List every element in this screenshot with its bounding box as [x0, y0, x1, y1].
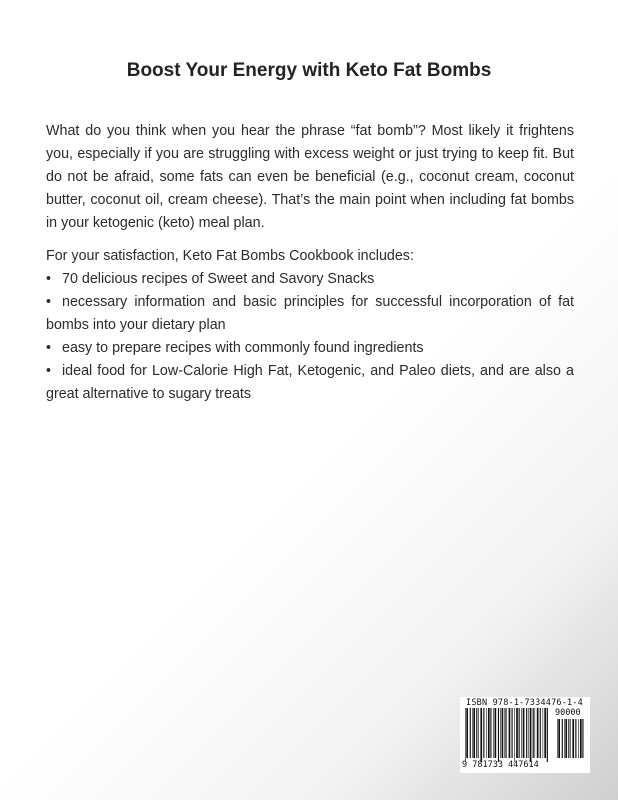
barcode-bar: [502, 708, 504, 758]
list-item: [46, 360, 574, 406]
barcode-bar: [486, 708, 487, 758]
barcode-bar: [535, 708, 536, 758]
barcode-bar: [480, 708, 482, 762]
isbn-barcode: [460, 697, 590, 773]
barcode-bar: [490, 708, 491, 758]
isbn-label: ISBN 978-1-7334476-1-4: [466, 698, 583, 708]
barcode-bar: [519, 708, 520, 758]
barcode-bar: [478, 708, 479, 758]
list-item-text: easy to prepare recipes with commonly found ingredients: [62, 340, 424, 356]
barcode-bar: [533, 708, 534, 758]
barcode-bar: [506, 708, 507, 758]
barcode-bar: [562, 719, 563, 758]
barcode-bar: [476, 708, 477, 758]
barcode-bar: [473, 708, 475, 758]
includes-heading: For your satisfaction, Keto Fat Bombs Cookbook includes:: [46, 248, 414, 264]
bullet-icon: •: [46, 340, 52, 356]
barcode-bar: [547, 708, 548, 762]
barcode-bar: [523, 708, 525, 758]
barcode-bar: [543, 708, 544, 758]
list-item-text: necessary information and basic principles for successful incorporation of fat bombs into your dietary plan: [46, 294, 574, 333]
includes-section: [46, 245, 574, 406]
barcode-bar: [509, 708, 511, 758]
barcode-addon-bars: [556, 719, 586, 762]
list-item: [46, 337, 574, 360]
bullet-icon: •: [46, 294, 52, 310]
bullet-icon: •: [46, 363, 52, 379]
barcode-bar: [504, 708, 505, 758]
ean-digits: 9 781733 447614: [462, 760, 539, 770]
list-item: [46, 268, 574, 291]
barcode-bar: [498, 708, 499, 762]
barcode-bar: [575, 719, 576, 758]
barcode-bar: [544, 708, 546, 758]
barcode-bar: [488, 708, 490, 758]
barcode-bar: [572, 719, 574, 758]
barcode-bar: [493, 708, 494, 758]
barcode-bar: [578, 719, 579, 758]
barcode-bar: [521, 708, 522, 758]
barcode-bar: [472, 708, 473, 758]
barcode-bar: [470, 708, 471, 758]
barcode-bars: [464, 708, 550, 762]
barcode-bar: [558, 719, 560, 758]
barcode-bar: [582, 719, 583, 758]
list-item-text: ideal food for Low-Calorie High Fat, Ketogenic, and Paleo diets, and are also a great alternative to sugary treats: [46, 363, 574, 402]
barcode-bar: [564, 719, 565, 758]
barcode-bar: [580, 719, 582, 758]
barcode-bar: [465, 708, 466, 762]
page-title: Boost Your Energy with Keto Fat Bombs: [126, 60, 492, 81]
list-item: [46, 291, 574, 337]
barcode-bar: [512, 708, 513, 758]
barcode-bar: [540, 708, 541, 758]
barcode-bar: [500, 708, 501, 758]
price-code: 90000: [555, 708, 581, 718]
list-item-text: 70 delicious recipes of Sweet and Savory Snacks: [62, 271, 375, 287]
barcode-bar: [537, 708, 539, 758]
barcode-bar: [530, 708, 532, 762]
barcode-bar: [466, 708, 468, 758]
intro-paragraph: What do you think when you hear the phrase “fat bomb”? Most likely it frightens you, especially if you are struggling with excess weight or just trying to keep fit. But do not be afraid, some fats can even be beneficial (e.g., coconut cream, coconut butter, coconut oil, cream cheese). That’s the main point when including fat bombs in your ketogenic (keto) meal plan.: [46, 123, 574, 231]
barcode-bar: [570, 719, 571, 758]
barcode-bar: [568, 719, 569, 758]
barcode-bar: [495, 708, 497, 758]
barcode-bar: [526, 708, 527, 758]
includes-list: [46, 268, 574, 406]
bullet-icon: •: [46, 271, 52, 287]
barcode-bar: [483, 708, 484, 758]
barcode-bar: [514, 708, 515, 762]
barcode-bar: [557, 719, 558, 758]
barcode-bar: [528, 708, 529, 758]
barcode-bar: [565, 719, 567, 758]
barcode-bar: [516, 708, 518, 758]
